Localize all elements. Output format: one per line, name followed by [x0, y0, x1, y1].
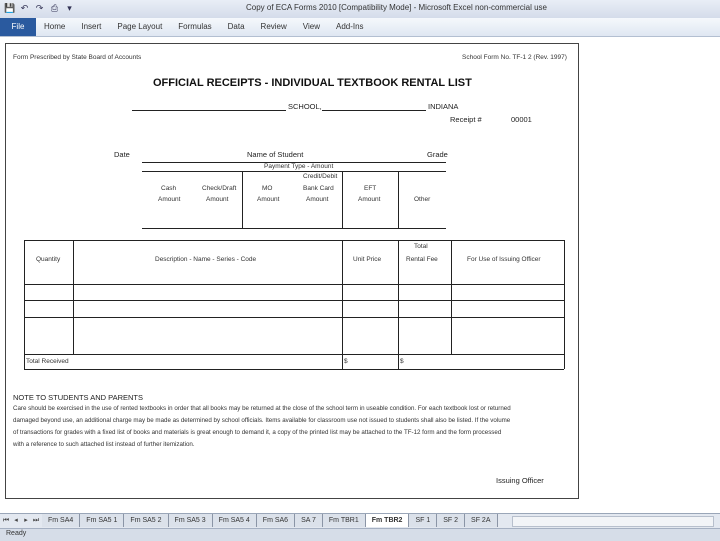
pay-cash-label: Cash	[161, 185, 177, 192]
payment-divider-2	[342, 171, 343, 228]
prescribed-label: Form Prescribed by State Board of Accounts	[13, 54, 142, 61]
quick-access-toolbar	[4, 2, 75, 14]
save-icon[interactable]: 💾	[4, 3, 16, 13]
sheet-tab[interactable]: Fm TBR1	[323, 514, 366, 527]
payment-type-header: Payment Type - Amount	[264, 163, 334, 170]
tab-add-ins[interactable]: Add-Ins	[335, 22, 364, 31]
tab-review[interactable]: Review	[260, 22, 287, 31]
credit-debit-label: Credit/Debit	[303, 173, 338, 180]
pay-mo-label: MO	[262, 185, 273, 192]
date-label: Date	[114, 150, 130, 159]
school-form-number: School Form No. TF-1 2 (Rev. 1997)	[462, 54, 567, 61]
pay-check-amount: Amount	[206, 196, 229, 203]
pay-bankcard-label: Bank Card	[303, 185, 334, 192]
table-col-divider-2	[342, 240, 343, 369]
tab-page-layout[interactable]: Page Layout	[117, 22, 163, 31]
note-line: damaged beyond use, an additional charge may be made as determined by school officials. Items available for classroom use not issued to students shall also be listed. If the volume	[13, 417, 511, 424]
pay-cash-amount: Amount	[158, 196, 181, 203]
status-text: Ready	[6, 530, 27, 537]
payment-bottom-line	[142, 228, 446, 229]
prev-sheet-icon[interactable]: ◂	[14, 517, 18, 524]
table-row	[24, 284, 564, 285]
note-line: Care should be exercised in the use of rented textbooks in order that all books may be returned at the close of the school term in useable condition. For each textbook lost or returned	[13, 405, 511, 412]
sheet-tabs	[42, 514, 498, 527]
payment-divider-3	[398, 171, 399, 228]
redo-icon[interactable]: ↷	[35, 3, 44, 13]
sheet-tab-active[interactable]: Fm TBR2	[366, 514, 410, 527]
sheet-nav-buttons	[2, 516, 40, 526]
tab-home[interactable]: Home	[44, 22, 66, 31]
customize-icon[interactable]: ▾	[67, 3, 72, 13]
state-label: INDIANA	[428, 102, 459, 111]
table-col-divider-1	[73, 240, 74, 354]
tab-insert[interactable]: Insert	[81, 22, 102, 31]
pay-mo-amount: Amount	[257, 196, 280, 203]
unit-price-dollar: $	[344, 358, 348, 365]
note-text	[13, 403, 573, 451]
pay-other-label: Other	[414, 196, 431, 203]
sheet-tab[interactable]: SA 7	[295, 514, 323, 527]
col-unit-price: Unit Price	[353, 256, 382, 263]
col-total: Total	[414, 243, 428, 250]
pay-bankcard-amount: Amount	[306, 196, 329, 203]
table-row	[24, 317, 564, 318]
table-bottom-line	[24, 369, 564, 370]
school-line	[132, 110, 286, 111]
grade-label: Grade	[427, 150, 448, 159]
table-top-line	[24, 240, 564, 241]
payment-divider-1	[242, 171, 243, 228]
rental-fee-dollar: $	[400, 358, 404, 365]
receipt-label: Receipt #	[450, 115, 482, 124]
sheet-tab[interactable]: SF 2A	[465, 514, 497, 527]
last-sheet-icon[interactable]: ⏭	[32, 517, 40, 524]
col-quantity: Quantity	[36, 256, 61, 263]
tab-formulas[interactable]: Formulas	[178, 22, 212, 31]
table-row	[24, 300, 564, 301]
print-page	[5, 43, 579, 499]
status-bar	[0, 528, 720, 541]
sheet-tab[interactable]: Fm SA5 2	[124, 514, 168, 527]
tab-view[interactable]: View	[302, 22, 320, 31]
first-sheet-icon[interactable]: ⏮	[2, 517, 10, 524]
ribbon-tabs	[0, 18, 720, 37]
pay-check-label: Check/Draft	[202, 185, 237, 192]
col-rental-fee: Rental Fee	[406, 256, 438, 263]
sheet-tab[interactable]: Fm SA4	[42, 514, 80, 527]
table-right-border	[564, 240, 565, 369]
note-title: NOTE TO STUDENTS AND PARENTS	[13, 393, 144, 402]
undo-icon[interactable]: ↶	[20, 3, 29, 13]
table-row	[24, 354, 564, 355]
payment-header-line	[142, 171, 446, 172]
note-line: of transactions for grades with a fixed list of books and materials is great enough to demand it, a copy of the printed list may be attached to the TF-12 form and the form processed	[13, 429, 502, 436]
sheet-tab[interactable]: Fm SA5 1	[80, 514, 124, 527]
next-sheet-icon[interactable]: ▸	[24, 517, 28, 524]
col-description: Description - Name - Series - Code	[155, 256, 257, 263]
form-title: OFFICIAL RECEIPTS - INDIVIDUAL TEXTBOOK RENTAL LIST	[153, 77, 472, 89]
print-preview-icon[interactable]: ⎙	[50, 3, 59, 13]
table-left-border	[24, 240, 25, 369]
table-col-divider-4	[451, 240, 452, 354]
issuing-officer-label: Issuing Officer	[496, 476, 544, 485]
col-issuing-officer: For Use of Issuing Officer	[467, 256, 541, 263]
table-col-divider-3	[398, 240, 399, 369]
window-title: Copy of ECA Forms 2010 [Compatibility Mode] - Microsoft Excel non-commercial use	[246, 3, 547, 12]
title-bar	[0, 0, 720, 19]
horizontal-scrollbar[interactable]	[512, 516, 714, 527]
student-label: Name of Student	[247, 150, 304, 159]
receipt-number: 00001	[511, 115, 532, 124]
school-label: SCHOOL,	[288, 102, 322, 111]
pay-eft-amount: Amount	[358, 196, 381, 203]
tab-data[interactable]: Data	[227, 22, 245, 31]
sheet-tab[interactable]: Fm SA5 4	[213, 514, 257, 527]
pay-eft-label: EFT	[364, 185, 377, 192]
sheet-tab[interactable]: Fm SA6	[257, 514, 295, 527]
total-received-label: Total Received	[26, 358, 69, 365]
sheet-tab[interactable]: SF 2	[437, 514, 465, 527]
city-line	[322, 110, 426, 111]
file-tab[interactable]: File	[0, 18, 36, 36]
sheet-tab[interactable]: SF 1	[409, 514, 437, 527]
note-line: with a reference to such attached list instead of further itemization.	[13, 441, 195, 448]
sheet-tab-bar	[0, 513, 720, 528]
sheet-tab[interactable]: Fm SA5 3	[169, 514, 213, 527]
